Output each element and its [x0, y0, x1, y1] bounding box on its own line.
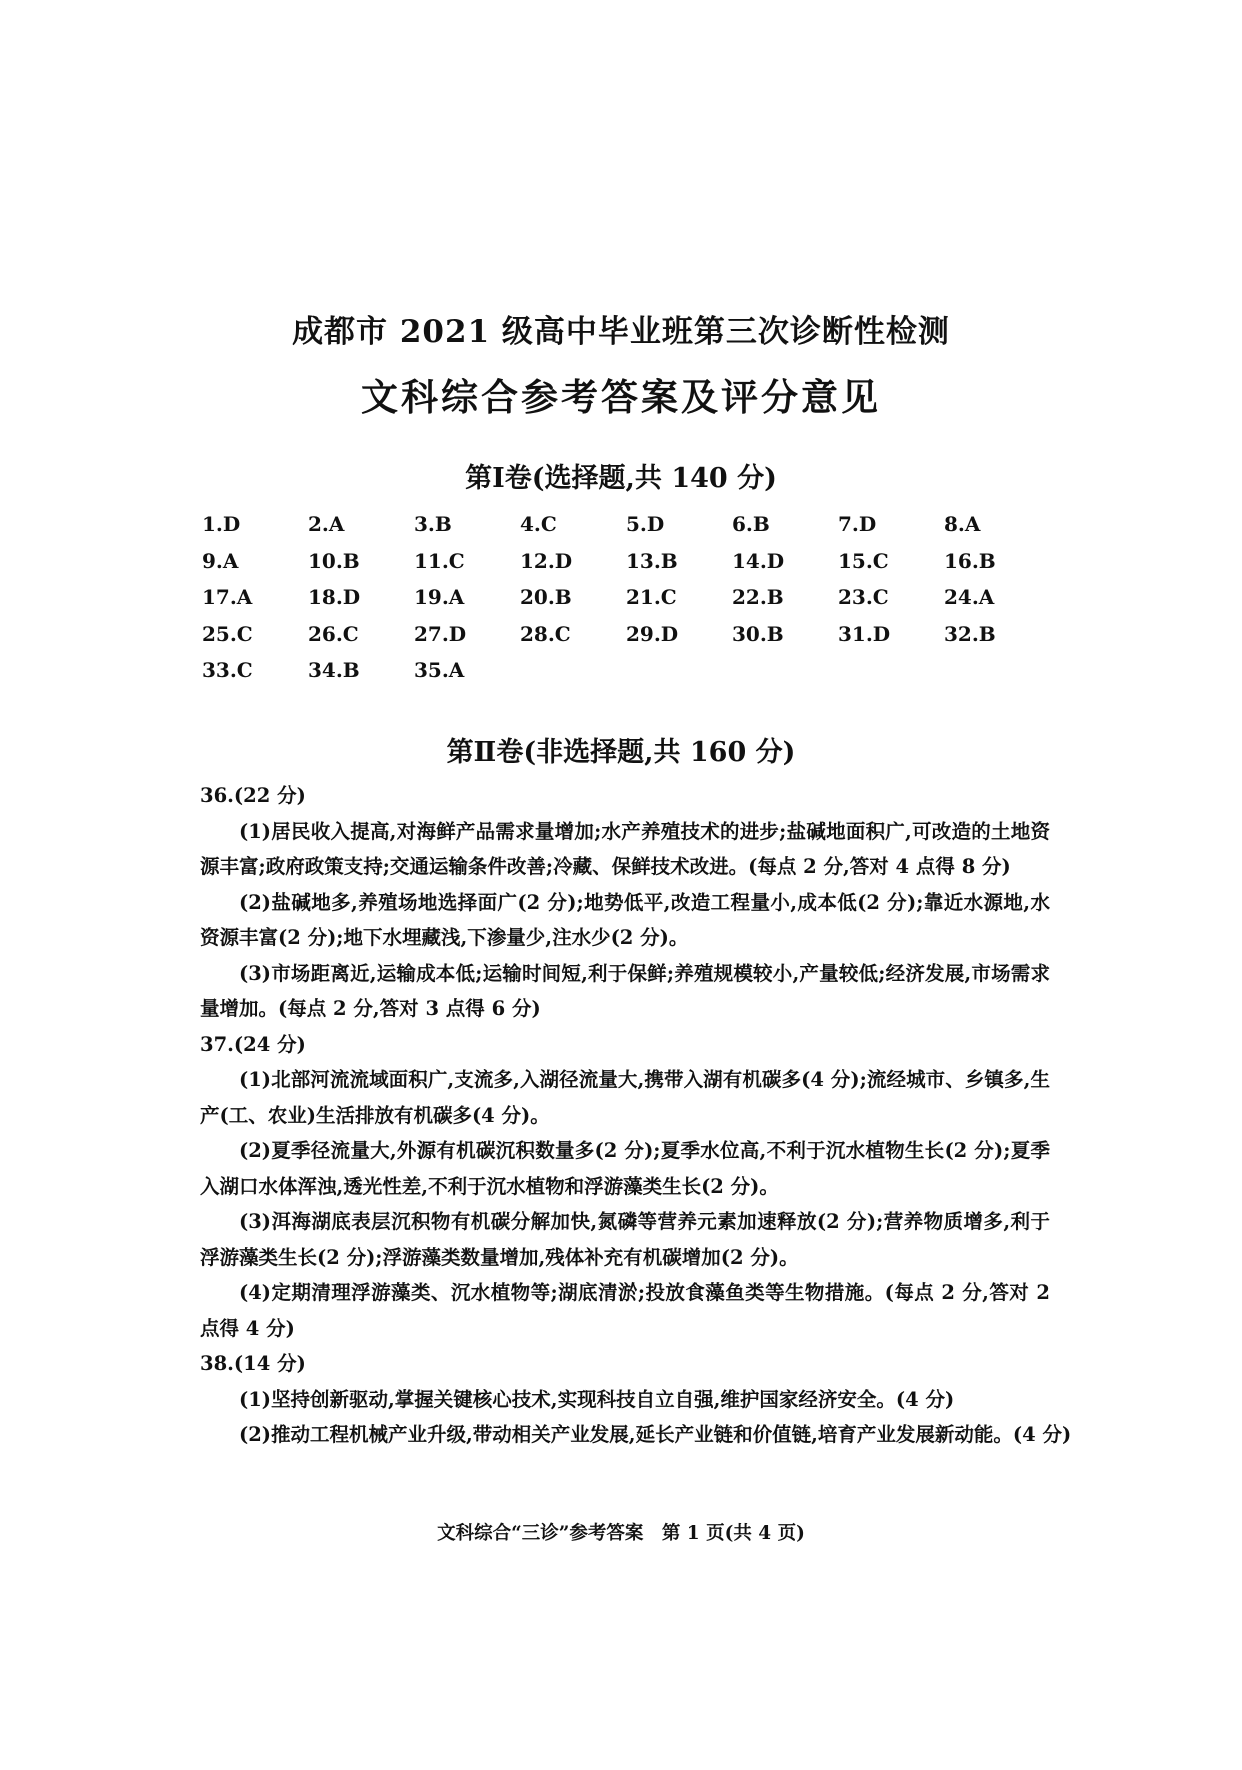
page-footer: [0, 1519, 1242, 1545]
question-37-part-3: (3)洱海湖底表层沉积物有机碳分解加快,氮磷等营养元素加速释放(2 分);营养物质增多,利于浮游藻类生长(2 分);浮游藻类数量增加,残体补充有机碳增加(2 分)。: [200, 1210, 1050, 1269]
mc-answer: 2.A: [308, 512, 345, 536]
mc-answer: 15.C: [838, 548, 889, 573]
question-37-part-1: (1)北部河流流域面积广,支流多,入湖径流量大,携带入湖有机碳多(4 分);流经城市、乡镇多,生产(工、农业)生活排放有机碳多(4 分)。: [200, 1068, 1050, 1127]
question-36-part-2: (2)盐碱地多,养殖场地选择面广(2 分);地势低平,改造工程量小,成本低(2 分);靠近水源地,水资源丰富(2 分);地下水埋藏浅,下渗量少,注水少(2 分)。: [200, 890, 1050, 949]
mc-answer: 10.B: [308, 548, 360, 573]
footer-document-name: 文科综合“三诊”参考答案: [437, 1523, 644, 1544]
question-38-part-2: (2)推动工程机械产业升级,带动相关产业发展,延长产业链和价值链,培育产业发展新动能。(4 分): [239, 1423, 1072, 1446]
question-37-part-4: (4)定期清理浮游藻类、沉水植物等;湖底清淤;投放食藻鱼类等生物措施。(每点 2 分,答对 2 点得 4 分): [200, 1281, 1050, 1340]
mc-answer: 25.C: [202, 621, 253, 646]
mc-answer: 19.A: [414, 585, 465, 609]
section-2-heading: 第Ⅱ卷(非选择题,共 160 分): [446, 737, 796, 768]
mc-answer: 12.D: [520, 548, 573, 573]
question-36-part-1: (1)居民收入提高,对海鲜产品需求量增加;水产养殖技术的进步;盐碱地面积广,可改造的土地资源丰富;政府政策支持;交通运输条件改善;冷藏、保鲜技术改进。(每点 2 分,答对 4 点得 8 分): [200, 819, 1050, 878]
mc-answer: 23.C: [838, 585, 889, 609]
mc-answer: 14.D: [732, 548, 785, 573]
question-36-heading: 36.(22 分): [200, 784, 306, 807]
mc-answer: 11.C: [414, 548, 465, 573]
mc-answer: 5.D: [626, 512, 665, 536]
mc-answer: 8.A: [944, 512, 981, 536]
document-title: 成都市 2021 级高中毕业班第三次诊断性检测: [292, 314, 950, 350]
mc-answer: 34.B: [308, 658, 360, 682]
mc-answer: 22.B: [732, 585, 784, 609]
question-38: [200, 1346, 1072, 1453]
mc-answer: 31.D: [838, 621, 891, 646]
mc-answer: 16.B: [944, 548, 996, 573]
question-37-part-2: (2)夏季径流量大,外源有机碳沉积数量多(2 分);夏季水位高,不利于沉水植物生长(2 分);夏季入湖口水体浑浊,透光性差,不利于沉水植物和浮游藻类生长(2 分)。: [200, 1139, 1050, 1198]
mc-answer: 17.A: [202, 585, 253, 609]
mc-answer: 35.A: [414, 658, 465, 682]
question-37: [200, 1027, 1050, 1347]
mc-answer: 29.D: [626, 621, 679, 646]
mc-answer: 3.B: [414, 512, 452, 536]
mc-answer: 32.B: [944, 621, 996, 646]
mc-answer: 20.B: [520, 585, 572, 609]
question-36: [200, 778, 1050, 1027]
mc-answer: 9.A: [202, 548, 239, 573]
question-38-part-1: (1)坚持创新驱动,掌握关键核心技术,实现科技自立自强,维护国家经济安全。(4 分): [239, 1387, 955, 1411]
multiple-choice-answers: [202, 512, 1162, 695]
document-subtitle: 文科综合参考答案及评分意见: [361, 375, 881, 419]
mc-answer: 28.C: [520, 621, 571, 646]
mc-answer: 18.D: [308, 585, 361, 609]
mc-answer: 21.C: [626, 585, 677, 609]
question-37-heading: 37.(24 分): [200, 1032, 306, 1056]
section-1-heading: 第Ⅰ卷(选择题,共 140 分): [465, 463, 777, 494]
question-38-heading: 38.(14 分): [200, 1352, 306, 1375]
mc-answer: 1.D: [202, 512, 241, 536]
mc-answer: 13.B: [626, 548, 678, 573]
footer-page-number: 第 1 页(共 4 页): [661, 1523, 805, 1544]
mc-answer: 27.D: [414, 621, 467, 646]
mc-answer: 4.C: [520, 512, 557, 536]
mc-answer: 33.C: [202, 658, 253, 682]
section-2-body: [200, 778, 1072, 1453]
question-36-part-3: (3)市场距离近,运输成本低;运输时间短,利于保鲜;养殖规模较小,产量较低;经济发展,市场需求量增加。(每点 2 分,答对 3 点得 6 分): [200, 961, 1050, 1020]
mc-answer: 26.C: [308, 621, 359, 646]
mc-answer: 24.A: [944, 585, 995, 609]
mc-answer: 6.B: [732, 512, 770, 536]
mc-answer: 7.D: [838, 512, 877, 536]
mc-answer: 30.B: [732, 621, 784, 646]
